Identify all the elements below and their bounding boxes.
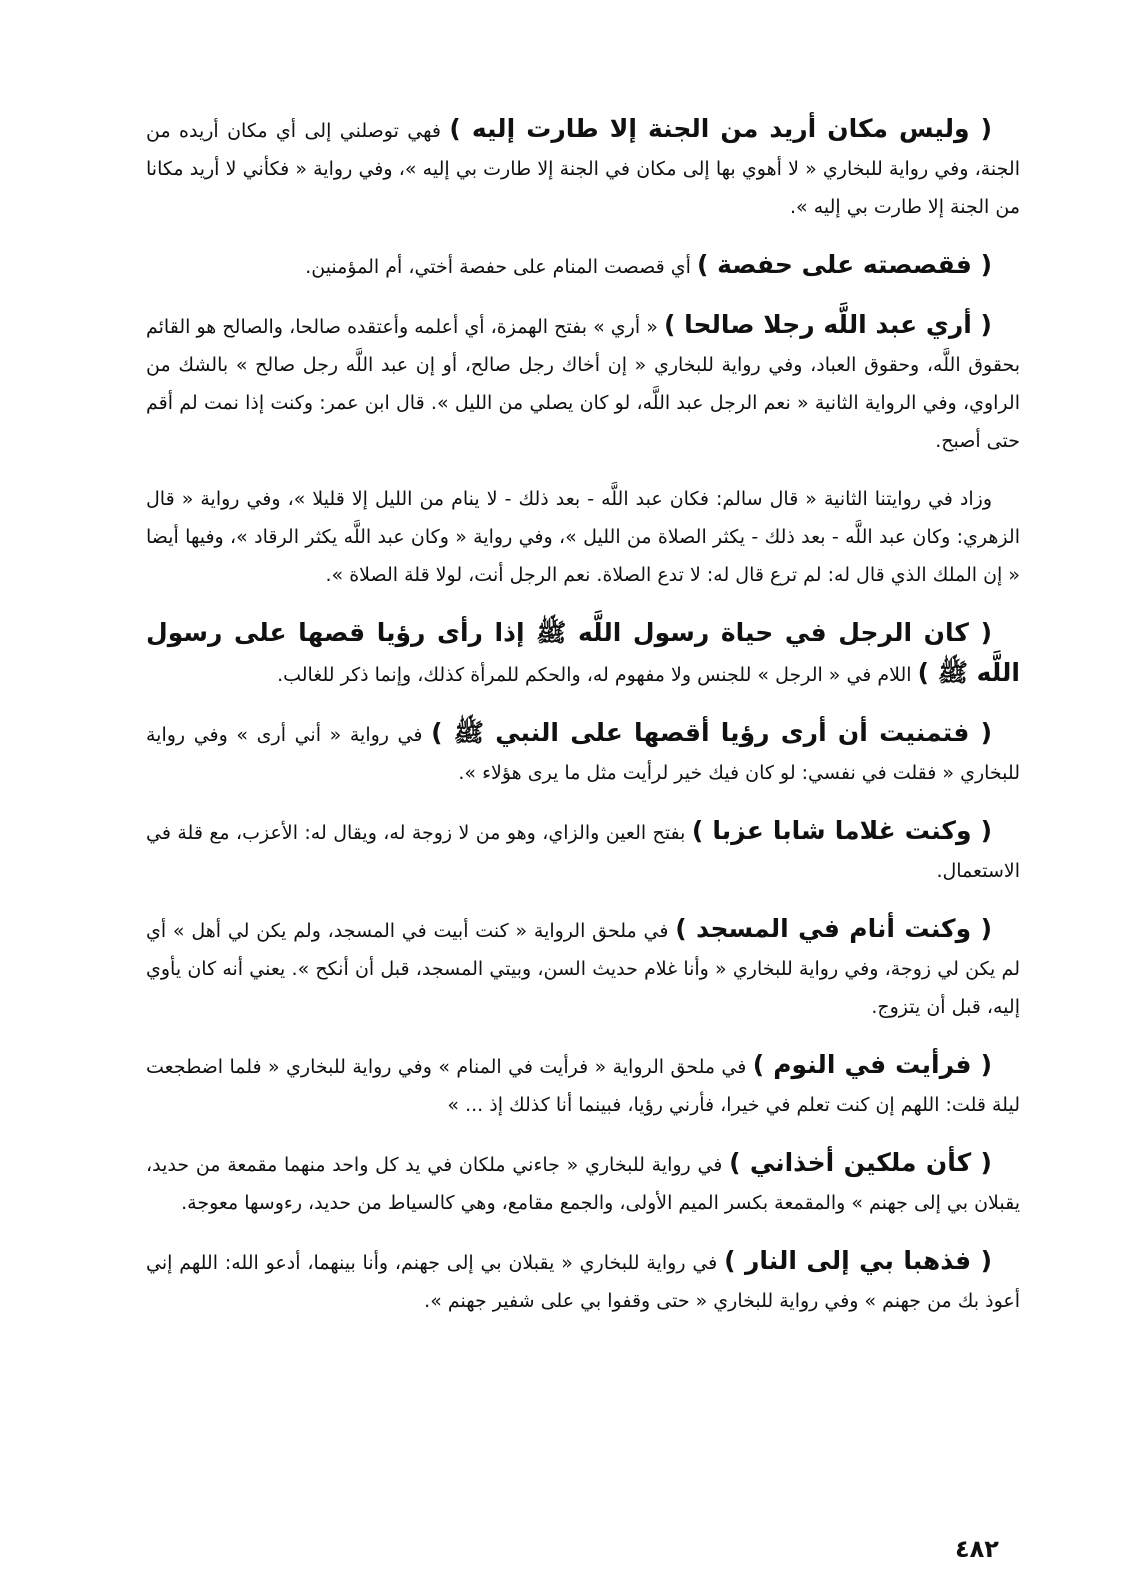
paragraph-5: [146, 614, 1020, 694]
paragraph-8: [146, 910, 1020, 1026]
lead-phrase: ( فقصصته على حفصة ): [696, 250, 992, 279]
paragraph-9: [146, 1046, 1020, 1124]
paragraph-1: [146, 110, 1020, 226]
document-page: [146, 110, 1020, 1340]
paragraph-body: أي قصصت المنام على حفصة أختي، أم المؤمنين.: [305, 256, 697, 278]
paragraph-10: [146, 1144, 1020, 1222]
lead-phrase: ( وليس مكان أريد من الجنة إلا طارت إليه ): [449, 114, 992, 143]
paragraph-11: [146, 1242, 1020, 1320]
paragraph-6: [146, 714, 1020, 792]
paragraph-body: في ملحق الرواية « فرأيت في المنام » وفي رواية للبخاري « فلما اضطجعت ليلة قلت: اللهم إن كنت تعلم في خيرا، فأرني رؤيا، فبينما أنا كذلك إذ ... »: [146, 1056, 1020, 1116]
lead-phrase: ( فرأيت في النوم ): [752, 1050, 992, 1079]
paragraph-body: « أري » بفتح الهمزة، أي أعلمه وأعتقده صالحا، والصالح هو القائم بحقوق اللَّه، وحقوق العباد، وفي رواية للبخاري « إن أخاك رجل صالح، أو إن عبد اللَّه رجل صالح » بالشك من الراوي، وفي الرواية الثانية « نعم الرجل عبد اللَّه، لو كان يصلي من الليل ». قال ابن عمر: وكنت إذا نمت لم أقم حتى أصبح.: [146, 316, 1020, 452]
paragraph-4: [146, 480, 1020, 594]
paragraph-body: فهي توصلني إلى أي مكان أريده من الجنة، وفي رواية للبخاري « لا أهوي بها إلى مكان في الجنة إلا طارت بي إليه »، وفي رواية « فكأني لا أريد مكانا من الجنة إلا طارت بي إليه ».: [146, 120, 1020, 218]
paragraph-body: بفتح العين والزاي، وهو من لا زوجة له، ويقال له: الأعزب، مع قلة في الاستعمال.: [146, 822, 1020, 882]
paragraph-3: [146, 306, 1020, 460]
paragraph-body: اللام في « الرجل » للجنس ولا مفهوم له، والحكم للمرأة كذلك، وإنما ذكر للغالب.: [277, 664, 918, 686]
paragraph-body: في رواية « أني أرى » وفي رواية للبخاري « فقلت في نفسي: لو كان فيك خير لرأيت مثل ما يرى هؤلاء ».: [146, 724, 1020, 784]
lead-phrase: ( أري عبد اللَّه رجلا صالحا ): [663, 310, 992, 339]
lead-phrase: ( فذهبا بي إلى النار ): [724, 1246, 992, 1275]
lead-phrase: ( كان الرجل في حياة رسول اللَّه ﷺ إذا رأى رؤيا قصها على رسول اللَّه ﷺ ): [146, 618, 1020, 687]
paragraph-body: في رواية للبخاري « يقبلان بي إلى جهنم، وأنا بينهما، أدعو الله: اللهم إني أعوذ بك من جهنم » وفي رواية للبخاري « حتى وقفوا بي على شفير جهنم ».: [146, 1252, 1020, 1312]
lead-phrase: ( كأن ملكين أخذاني ): [729, 1148, 992, 1177]
paragraph-body: وزاد في روايتنا الثانية « قال سالم: فكان عبد اللَّه - بعد ذلك - لا ينام من الليل إلا قليلا »، وفي رواية « قال الزهري: وكان عبد اللَّه - بعد ذلك - يكثر الصلاة من الليل »، وفي رواية « وكان عبد اللَّه يكثر الرقاد »، وفيها أيضا « إن الملك الذي قال له: لم ترع قال له: لا تدع الصلاة. نعم الرجل أنت، لولا قلة الصلاة ».: [146, 488, 1020, 586]
lead-phrase: ( وكنت أنام في المسجد ): [675, 914, 993, 943]
lead-phrase: ( وكنت غلاما شابا عزبا ): [691, 816, 992, 845]
paragraph-2: [146, 246, 1020, 286]
page-number: ٤٨٢: [955, 1535, 999, 1563]
lead-phrase: ( فتمنيت أن أرى رؤيا أقصها على النبي ﷺ ): [431, 718, 993, 747]
paragraph-body: في ملحق الرواية « كنت أبيت في المسجد، ولم يكن لي أهل » أي لم يكن لي زوجة، وفي رواية للبخاري « وأنا غلام حديث السن، وبيتي المسجد، قبل أن أنكح ». يعني أنه كان يأوي إليه، قبل أن يتزوج.: [146, 920, 1020, 1018]
paragraph-body: في رواية للبخاري « جاءني ملكان في يد كل واحد منهما مقمعة من حديد، يقبلان بي إلى جهنم » والمقمعة بكسر الميم الأولى، والجمع مقامع، وهي كالسياط من حديد، رءوسها معوجة.: [146, 1154, 1020, 1214]
paragraph-7: [146, 812, 1020, 890]
